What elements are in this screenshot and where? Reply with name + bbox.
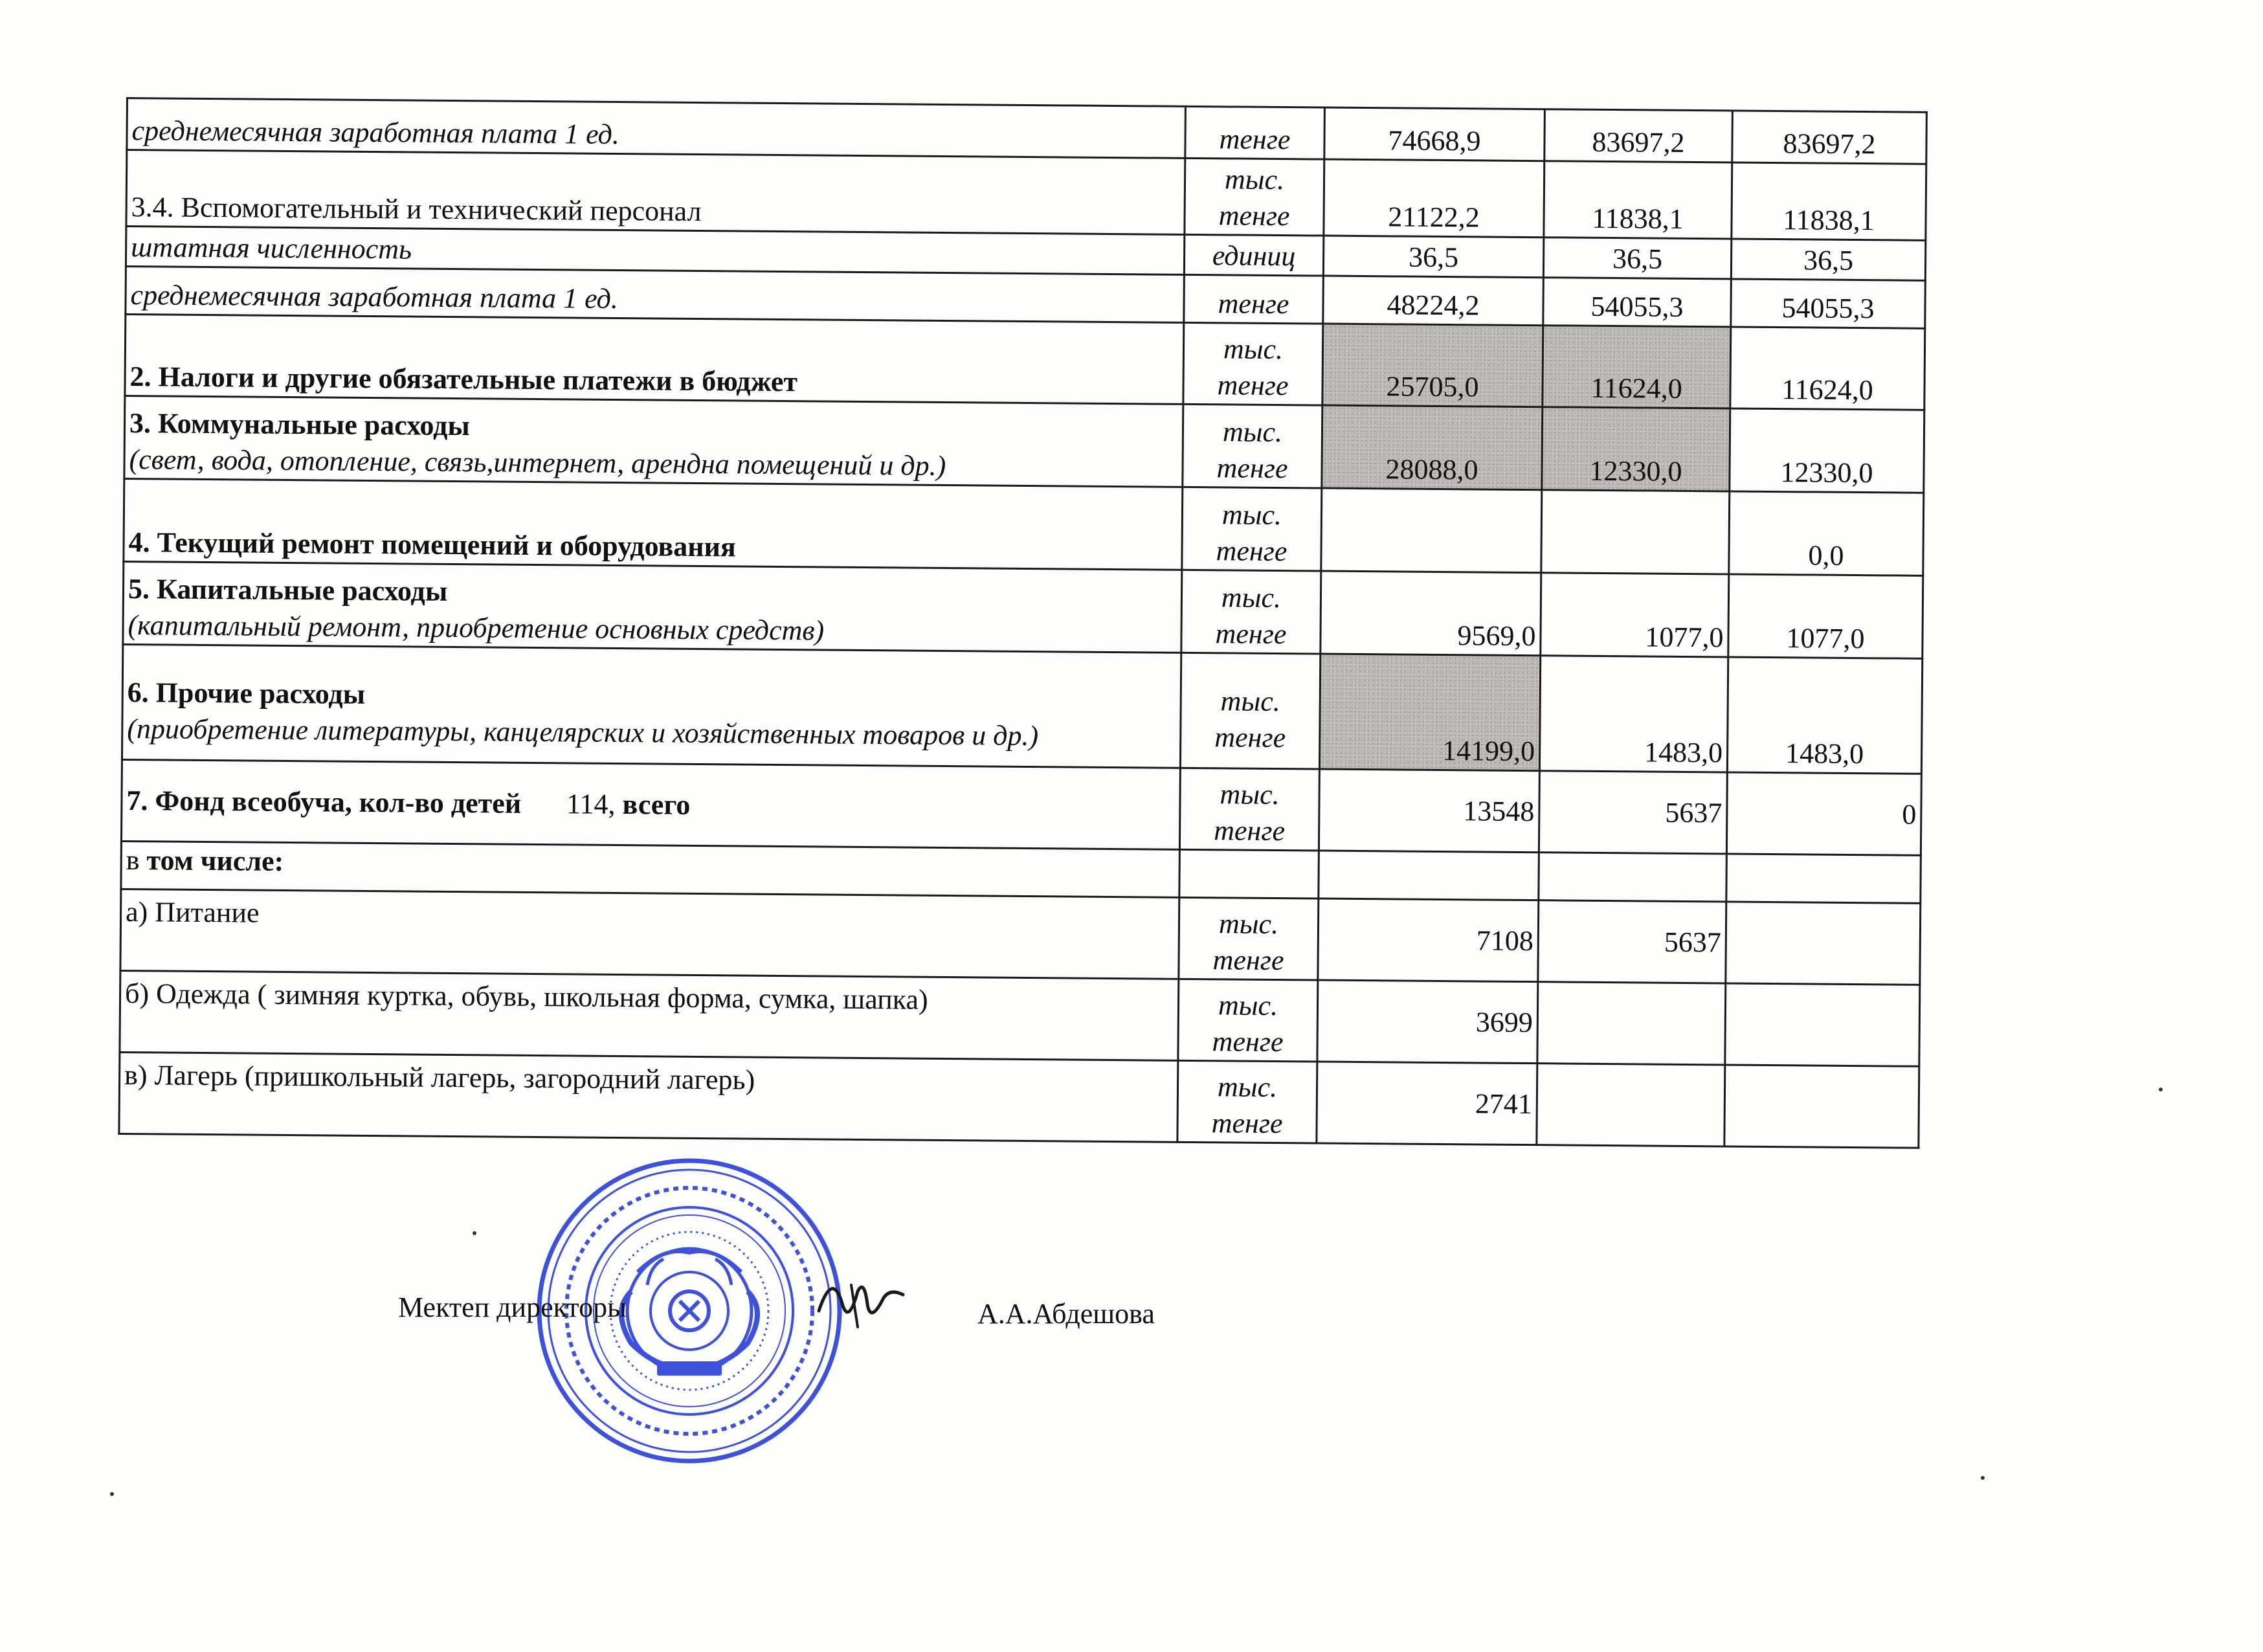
value-cell: 11624,0	[1730, 327, 1925, 410]
value-cell: 1077,0	[1728, 574, 1923, 658]
unit-line-2: тенге	[1212, 1025, 1284, 1058]
table-row	[124, 478, 1924, 575]
unit-line-2: тенге	[1215, 618, 1287, 651]
unit-line-2: тенге	[1217, 369, 1289, 402]
scan-speck	[110, 1492, 114, 1496]
row-subtitle: (приобретение литературы, канцелярских и хозяйственных товаров и др.)	[127, 713, 1039, 752]
row-label: среднемесячная заработная плата 1 ед.	[126, 267, 1185, 323]
unit-line-2: тенге	[1214, 721, 1286, 754]
unit-line-1: тыс.	[1222, 416, 1283, 449]
table-row	[122, 644, 1922, 774]
table-row	[125, 315, 1925, 410]
row-unit	[1178, 979, 1318, 1062]
value-cell: 5637	[1538, 900, 1726, 983]
row-label: б) Одежда ( зимняя куртка, обувь, школьная форма, сумка, шапка)	[120, 970, 1179, 1060]
table-row	[123, 561, 1923, 658]
row-unit: тенге	[1184, 274, 1324, 324]
value-cell: 3699	[1317, 980, 1538, 1064]
table-row	[120, 970, 1920, 1066]
director-title: Мектеп директоры	[398, 1291, 627, 1323]
value-cell-highlighted: 28088,0	[1322, 405, 1543, 490]
row-unit	[1179, 768, 1319, 851]
row-unit	[1183, 322, 1323, 405]
value-cell: 11838,1	[1544, 161, 1732, 239]
unit-line-2: тенге	[1211, 1107, 1283, 1140]
table-row	[121, 759, 1921, 855]
row-unit	[1183, 404, 1322, 488]
unit-line-1: тыс.	[1218, 989, 1278, 1022]
row-subtitle: (капитальный ремонт, приобретение основных средств)	[128, 609, 825, 647]
row-title: 5. Капитальные расходы	[128, 573, 448, 607]
value-cell: 21122,2	[1324, 159, 1544, 238]
row-title: 6. Прочие расходы	[127, 676, 366, 710]
row-label: а) Питание	[120, 889, 1179, 979]
table-row	[126, 150, 1926, 241]
table-row	[120, 889, 1921, 985]
row-label	[123, 561, 1182, 653]
value-cell-highlighted: 11624,0	[1543, 326, 1731, 408]
unit-line-1: тыс.	[1220, 685, 1280, 718]
row-label	[121, 841, 1180, 897]
unit-line-1: тыс.	[1217, 1071, 1278, 1104]
value-cell	[1539, 853, 1727, 902]
table-row	[119, 1052, 1919, 1148]
value-cell: 11838,1	[1732, 162, 1926, 240]
value-cell: 2741	[1317, 1062, 1537, 1145]
value-cell	[1725, 983, 1920, 1066]
row-label: 4. Текущий ремонт помещений и оборудования	[124, 478, 1183, 570]
unit-line-2: тенге	[1212, 944, 1284, 977]
value-cell	[1726, 854, 1921, 903]
value-cell: 83697,2	[1544, 109, 1733, 162]
value-cell: 13548	[1319, 769, 1539, 853]
value-cell: 1483,0	[1539, 656, 1728, 772]
value-cell: 83697,2	[1732, 111, 1927, 164]
row-unit	[1181, 570, 1321, 654]
unit-line-2: тенге	[1216, 452, 1288, 485]
unit-line-1: тыс.	[1220, 778, 1280, 811]
unit-line-1: тыс.	[1223, 333, 1284, 366]
value-cell: 7108	[1318, 899, 1539, 982]
value-cell	[1537, 982, 1726, 1065]
unit-line-2: тенге	[1214, 814, 1286, 847]
unit-line-2: тенге	[1218, 199, 1290, 232]
row-label: 2. Налоги и другие обязательные платежи в бюджет	[125, 315, 1184, 405]
row-label	[121, 759, 1180, 849]
value-cell	[1541, 490, 1730, 574]
row-label	[122, 644, 1181, 768]
budget-table-container	[118, 97, 1926, 1149]
value-cell: 36,5	[1731, 239, 1925, 280]
value-cell: 1077,0	[1541, 573, 1729, 657]
value-cell-highlighted: 12330,0	[1542, 407, 1730, 491]
scan-speck	[2159, 1088, 2163, 1091]
value-cell	[1319, 851, 1539, 900]
row-unit: единиц	[1184, 234, 1323, 276]
value-cell: 9569,0	[1321, 571, 1541, 656]
row-prefix: в	[126, 844, 140, 876]
row-unit	[1179, 849, 1319, 899]
value-cell: 74668,9	[1324, 107, 1545, 161]
value-cell: 54055,3	[1731, 279, 1926, 328]
row-unit	[1185, 158, 1324, 236]
value-cell	[1321, 488, 1542, 573]
value-cell: 12330,0	[1730, 408, 1924, 493]
scan-speck	[1981, 1476, 1985, 1480]
row-label: среднемесячная заработная плата 1 ед.	[127, 98, 1186, 159]
table-row	[124, 396, 1924, 493]
handwritten-signature	[812, 1266, 909, 1343]
row-title: 3. Коммунальные расходы	[129, 407, 471, 442]
row-unit: тенге	[1185, 106, 1325, 159]
value-cell: 36,5	[1323, 236, 1543, 278]
value-cell: 1483,0	[1727, 657, 1922, 774]
row-label: в) Лагерь (пришкольный лагерь, загородний лагерь)	[119, 1052, 1178, 1142]
row-unit	[1179, 897, 1319, 980]
value-cell: 0	[1726, 772, 1921, 855]
row-subtitle: (свет, вода, отопление, связь,интернет, арендна помещений и др.)	[129, 443, 946, 482]
row-label: 3.4. Вспомогательный и технический персонал	[126, 150, 1185, 235]
value-cell-highlighted: 14199,0	[1319, 654, 1540, 771]
row-label	[124, 396, 1183, 487]
row-title: 7. Фонд всеобуча, кол-во детей	[126, 784, 522, 820]
row-unit	[1177, 1060, 1317, 1143]
unit-line-1: тыс.	[1218, 908, 1279, 941]
row-total-label: всего	[622, 788, 691, 821]
value-cell: 48224,2	[1323, 276, 1544, 326]
value-cell	[1726, 902, 1921, 985]
value-cell: 36,5	[1543, 238, 1731, 279]
value-cell: 54055,3	[1543, 278, 1732, 327]
value-cell: 5637	[1539, 771, 1727, 854]
row-unit	[1180, 653, 1320, 769]
unit-line-1: тыс.	[1221, 498, 1282, 531]
director-name: А.А.Абдешова	[977, 1298, 1155, 1330]
unit-line-2: тенге	[1216, 535, 1288, 568]
signature-block	[0, 1288, 2263, 1366]
value-cell	[1724, 1065, 1919, 1148]
scan-speck	[473, 1231, 476, 1235]
budget-table	[118, 97, 1928, 1149]
row-title: том числе:	[146, 844, 284, 877]
children-count: 114,	[566, 787, 616, 820]
row-unit	[1182, 487, 1322, 571]
value-cell	[1537, 1064, 1725, 1146]
unit-line-1: тыс.	[1224, 163, 1285, 196]
value-cell-highlighted: 25705,0	[1322, 324, 1543, 407]
row-label: штатная численность	[126, 227, 1184, 275]
unit-line-1: тыс.	[1221, 581, 1282, 614]
value-cell: 0,0	[1729, 491, 1924, 575]
